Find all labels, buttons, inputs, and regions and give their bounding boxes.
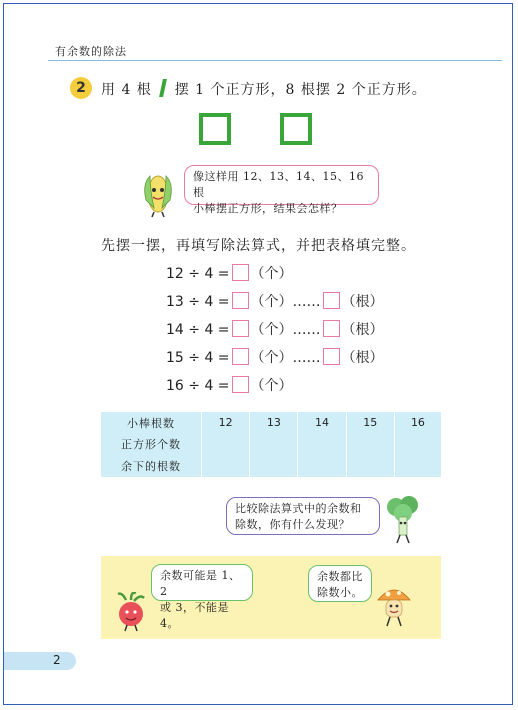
right-bubble-line-2: 除数小。 — [317, 586, 363, 599]
left-bubble-line-1: 余数可能是 1、2 — [160, 569, 241, 598]
table-row — [101, 455, 441, 477]
answer-box[interactable] — [232, 264, 249, 281]
table-cell: 15 — [346, 412, 394, 434]
equation-row: 16 ÷ 4 = （个） — [166, 378, 293, 394]
question-bubble-line-2: 除数，你有什么发现？ — [235, 518, 350, 531]
row-label-remainder: 余下的根数 — [101, 455, 202, 477]
answer-box[interactable] — [232, 320, 249, 337]
right-speech-bubble — [308, 565, 372, 602]
question-text — [101, 79, 427, 99]
data-table — [101, 412, 441, 477]
table-cell: 12 — [202, 412, 250, 434]
right-bubble-line-1: 余数都比 — [317, 570, 363, 583]
question-bubble-line-1: 比较除法算式中的余数和 — [235, 502, 362, 515]
corn-character-icon — [140, 170, 176, 218]
table-cell[interactable] — [346, 434, 394, 456]
stick-icon — [159, 79, 167, 97]
table-cell: 16 — [410, 416, 425, 430]
question-text-part1: 用 4 根 — [101, 82, 152, 98]
stick-square-1 — [199, 113, 231, 145]
remainder-box[interactable] — [323, 348, 340, 365]
equation-row: 14 ÷ 4 = （个）…… （根） — [166, 322, 384, 338]
row-label-sticks: 小棒根数 — [101, 412, 202, 434]
answer-box[interactable] — [232, 292, 249, 309]
section-title: 有余数的除法 — [55, 45, 127, 58]
table-cell[interactable] — [394, 455, 441, 477]
table-cell[interactable] — [394, 434, 441, 456]
question-number-badge: 2 — [70, 77, 92, 99]
table-cell[interactable] — [250, 455, 298, 477]
table-cell[interactable] — [202, 455, 250, 477]
answer-box[interactable] — [232, 348, 249, 365]
prompt-speech-bubble — [184, 165, 379, 215]
left-speech-bubble — [151, 564, 253, 630]
table-cell: 13 — [250, 412, 298, 434]
table-row — [101, 434, 441, 456]
row-label-squares: 正方形个数 — [101, 434, 202, 456]
broccoli-character-icon — [382, 495, 424, 545]
mushroom-character-icon — [376, 584, 412, 628]
table-cell[interactable] — [298, 455, 346, 477]
instruction-text: 先摆一摆，再填写除法算式，并把表格填完整。 — [101, 238, 416, 254]
remainder-box[interactable] — [323, 320, 340, 337]
table-cell[interactable] — [250, 434, 298, 456]
page-number: 2 — [53, 653, 61, 667]
answer-box[interactable] — [232, 376, 249, 393]
prompt-line-1: 像这样用 12、13、14、15、16 根 — [193, 170, 364, 199]
question-text-part2: 摆 1 个正方形，8 根摆 2 个正方形。 — [174, 82, 427, 98]
equation-row: 13 ÷ 4 = （个）…… （根） — [166, 294, 384, 310]
prompt-line-2: 小棒摆正方形，结果会怎样？ — [193, 202, 343, 215]
page-number-tab — [4, 652, 76, 670]
table-cell[interactable] — [202, 434, 250, 456]
table-cell[interactable] — [298, 434, 346, 456]
left-bubble-line-2: 或 3，不能是 4。 — [160, 601, 229, 630]
table-row — [101, 412, 441, 434]
header-divider — [48, 60, 502, 61]
table-cell[interactable] — [346, 455, 394, 477]
remainder-box[interactable] — [323, 292, 340, 309]
equation-row: 12 ÷ 4 = （个） — [166, 266, 293, 282]
stick-square-2 — [280, 113, 312, 145]
table-cell: 14 — [298, 412, 346, 434]
question-speech-bubble — [226, 497, 380, 535]
equation-row: 15 ÷ 4 = （个）…… （根） — [166, 350, 384, 366]
radish-character-icon — [114, 592, 148, 632]
